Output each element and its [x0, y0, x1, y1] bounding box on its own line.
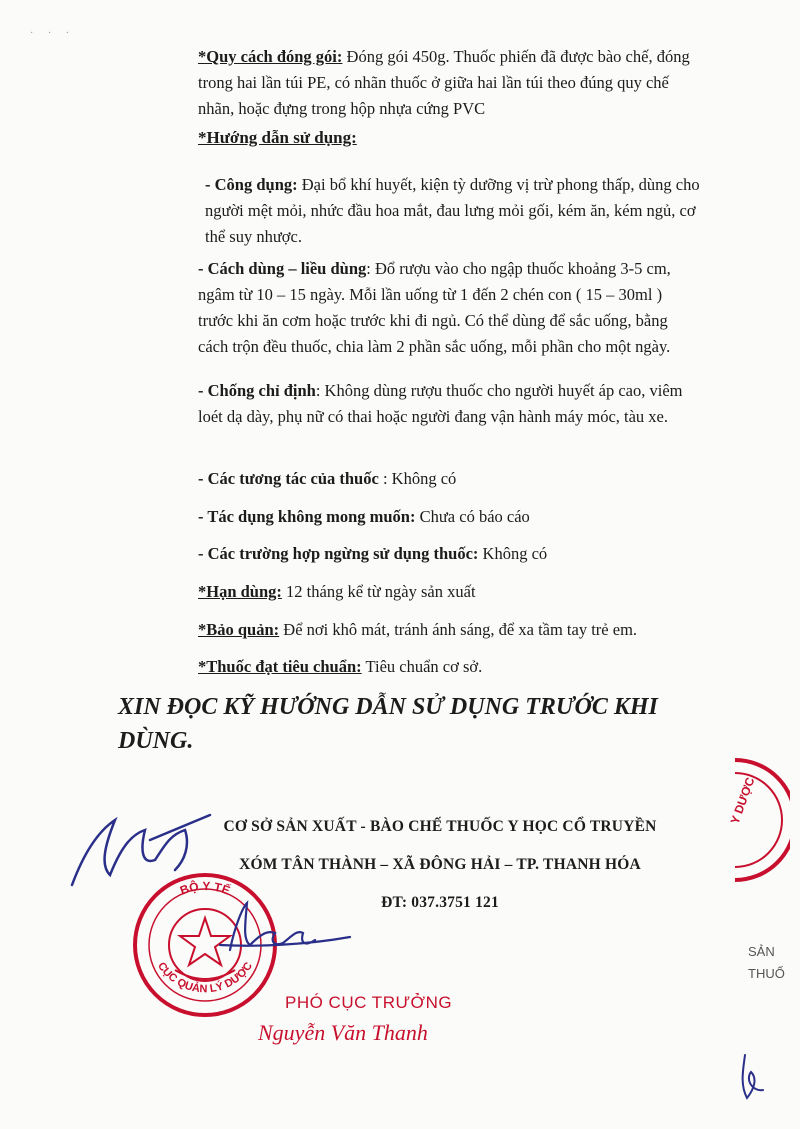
interactions-text: : Không có	[378, 469, 457, 488]
initial-mark	[725, 1050, 775, 1105]
storage-line	[198, 617, 698, 643]
side-effects-line	[198, 504, 698, 530]
edge-text-1: SẢN	[748, 944, 775, 959]
stamp-right-text: Y DƯỢC	[727, 775, 758, 827]
shelf-life-line	[198, 579, 698, 605]
side-effects-text: Chưa có báo cáo	[415, 507, 530, 526]
facility-phone: ĐT: 037.3751 121	[381, 894, 499, 911]
official-title: PHÓ CỤC TRƯỞNG	[285, 993, 453, 1012]
storage-text: Để nơi khô mát, tránh ánh sáng, để xa tầm tay trẻ em.	[279, 620, 638, 639]
signature-center	[215, 895, 355, 965]
standard-line	[198, 654, 698, 680]
packaging-heading: *Quy cách đóng gói:	[198, 47, 343, 66]
packaging-text: Đóng gói 450g. Thuốc phiến đã được bào chế, đóng trong hai lần túi PE, có nhãn thuốc ở giữa hai lần túi theo đúng quy chế nhãn, hoặc đựng trong hộp nhựa cứng PVC	[198, 47, 690, 118]
stop-use-line	[198, 541, 698, 567]
edge-text-2: THUỐ	[748, 966, 785, 981]
indications-paragraph	[205, 172, 705, 250]
indications-text: Đại bổ khí huyết, kiện tỳ dưỡng vị trừ phong thấp, dùng cho người mệt mỏi, nhức đầu hoa mắt, đau lưng mỏi gối, kém ăn, kém ngủ, cơ thể suy nhược.	[205, 175, 700, 246]
contraindications-paragraph	[198, 378, 698, 430]
interactions-label: - Các tương tác của thuốc	[198, 469, 379, 488]
storage-label: *Bảo quản:	[198, 620, 280, 639]
read-instructions-notice: XIN ĐỌC KỸ HƯỚNG DẪN SỬ DỤNG TRƯỚC KHI DÙNG.	[118, 694, 658, 754]
contraindications-text: : Không dùng rượu thuốc cho người huyết áp cao, viêm loét dạ dày, phụ nữ có thai hoặc người đang vận hành máy móc, tàu xe.	[198, 381, 683, 426]
facility-name: CƠ SỞ SẢN XUẤT - BÀO CHẾ THUỐC Y HỌC CỔ TRUYỀN	[223, 818, 657, 835]
scan-specks: · · ·	[30, 28, 75, 39]
dosage-label: - Cách dùng – liều dùng	[198, 259, 367, 278]
stop-use-text: Không có	[478, 544, 548, 563]
packaging-paragraph	[198, 44, 698, 122]
official-name: Nguyễn Văn Thanh	[258, 1020, 428, 1045]
shelf-life-label: *Hạn dùng:	[198, 582, 282, 601]
dosage-text: : Đổ rượu vào cho ngập thuốc khoảng 3-5 cm, ngâm từ 10 – 15 ngày. Mỗi lần uống từ 1 đến 2 chén con ( 15 – 30ml ) trước khi ăn cơm hoặc trước khi đi ngủ. Có thể dùng để sắc uống, bằng cách trộn đều thuốc, chia làm 2 phần sắc uống, mỗi phần cho một ngày.	[198, 259, 671, 356]
standard-text: Tiêu chuẩn cơ sở.	[361, 657, 483, 676]
standard-label: *Thuốc đạt tiêu chuẩn:	[198, 657, 362, 676]
usage-heading: *Hướng dẫn sử dụng:	[198, 128, 357, 147]
stop-use-label: - Các trường hợp ngừng sử dụng thuốc:	[198, 544, 479, 563]
stamp-left-top: BỘ Y TẾ	[178, 878, 233, 898]
interactions-line	[198, 466, 698, 492]
side-effects-label: - Tác dụng không mong muốn:	[198, 507, 416, 526]
contraindications-label: - Chống chỉ định	[198, 381, 316, 400]
stamp-left-bottom: CỤC QUẢN LÝ DƯỢC	[155, 960, 255, 996]
indications-label: - Công dụng:	[205, 175, 298, 194]
facility-address: XÓM TÂN THÀNH – XÃ ĐÔNG HẢI – TP. THANH HÓA	[239, 856, 641, 873]
shelf-life-text: 12 tháng kể từ ngày sản xuất	[281, 582, 476, 601]
dosage-paragraph	[198, 256, 698, 360]
